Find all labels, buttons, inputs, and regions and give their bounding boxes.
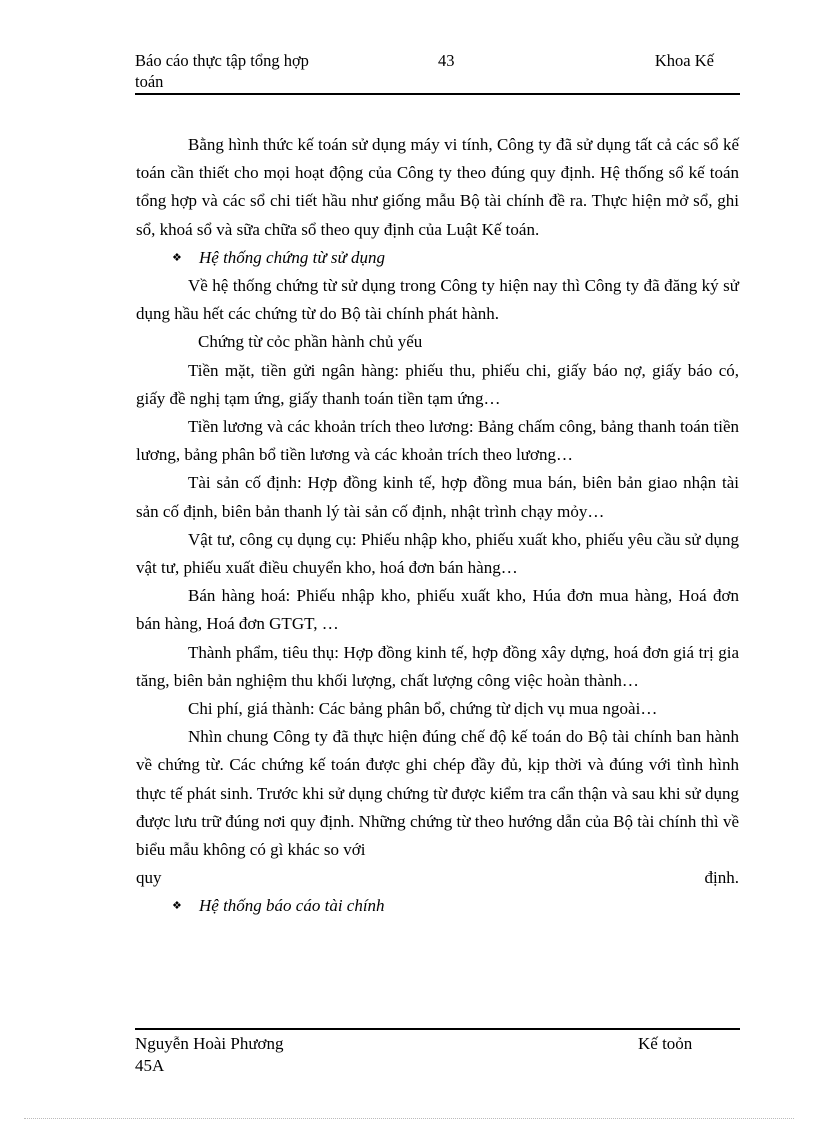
last-line-left-word: quy (136, 868, 162, 888)
footer-author-name: Nguyễn Hoài Phương (135, 1034, 284, 1053)
paragraph-salary: Tiền lương và các khoản trích theo lương: Bảng chấm công, bảng thanh toán tiền lương, bảng phân bổ tiền lương và các khoản trích theo lương… (136, 417, 739, 465)
header-report-title (135, 50, 365, 92)
section-heading-text: Hệ thống báo cáo tài chính (199, 896, 385, 916)
paragraph-cash: Tiền mặt, tiền gửi ngân hàng: phiếu thu, phiếu chi, giấy báo nợ, giấy báo có, giấy đề nghị tạm ứng, giấy thanh toán tiền tạm ứng… (136, 360, 739, 408)
document-body (136, 131, 739, 921)
paragraph-costs: Chi phí, giá thành: Các bảng phân bổ, chứng từ dịch vụ mua ngoài… (188, 699, 658, 719)
page-number: 43 (438, 51, 455, 70)
page-header (135, 50, 740, 94)
bullet-diamond-icon: ❖ (172, 900, 182, 913)
paragraph-voucher-system: Về hệ thống chứng từ sử dụng trong Công ty hiện nay thì Công ty đã đăng ký sử dụng hầu hết các chứng từ do Bộ tài chính phát hành. (136, 276, 739, 324)
footer-major: Kế toỏn (638, 1034, 693, 1053)
paragraph-accounting-books: Bằng hình thức kế toán sử dụng máy vi tính, Công ty đã sử dụng tất cả các sổ kế toán cần thiết cho mọi hoạt động của Công ty theo đúng quy định. Hệ thống sổ kế toán tổng hợp và các sổ chi tiết hầu như giống mẫu Bộ tài chính đề ra. Thực hiện mở sổ, ghi sổ, khoá sổ và sữa chữa sổ theo quy định của Luật Kế toán. (136, 135, 739, 239)
footer-divider (135, 1028, 740, 1030)
section-heading-text: Hệ thống chứng từ sử dụng (199, 247, 385, 267)
paragraph-finished-goods: Thành phẩm, tiêu thụ: Hợp đồng kinh tế, hợp đồng xây dựng, hoá đơn giá trị gia tăng, biên bản nghiệm thu khối lượng, chất lượng công việc hoàn thành… (136, 642, 739, 690)
paragraph-fixed-assets: Tài sản cố định: Hợp đồng kinh tế, hợp đồng mua bán, biên bản giao nhận tài sản cố định, biên bản thanh lý tài sản cố định, nhật trình chạy mỏy… (136, 473, 739, 521)
header-department: Khoa Kế (654, 51, 714, 70)
header-divider (135, 93, 740, 95)
footer-author (135, 1033, 335, 1077)
paragraph-sales: Bán hàng hoá: Phiếu nhập kho, phiếu xuất kho, Húa đơn mua hàng, Hoá đơn bán hàng, Hoá đơn GTGT, … (136, 586, 739, 634)
page-bottom-edge (24, 1118, 794, 1119)
paragraph-main-vouchers: Chứng từ cỏc phần hành chủ yếu (198, 332, 423, 352)
header-title-line2: toán (135, 72, 164, 91)
section-heading-vouchers (136, 244, 739, 272)
paragraph-materials: Vật tư, công cụ dụng cụ: Phiếu nhập kho, phiếu xuất kho, phiếu yêu cầu sử dụng vật tư, phiếu xuất điều chuyển kho, hoá đơn bán hàng… (136, 529, 739, 578)
footer-author-class: 45A (135, 1056, 165, 1075)
paragraph-conclusion: Nhìn chung Công ty đã thực hiện đúng chế độ kế toán do Bộ tài chính ban hành về chứng từ. Các chứng kế toán được ghi chép đầy đủ, kịp thời và đúng với tình hình thực tế phát sinh. Trước khi sử dụng chứng từ được kiểm tra cẩn thận và sau khi sử dụng được lưu trữ đúng nơi quy định. Những chứng từ theo hướng dẫn của Bộ tài chính thì về biểu mẫu không có gì khác so với (136, 727, 739, 860)
paragraph-conclusion-last-line (136, 864, 739, 892)
last-line-right-word: định. (704, 868, 739, 888)
section-heading-financial-reports (136, 892, 739, 920)
bullet-diamond-icon: ❖ (172, 251, 182, 264)
header-title-line1: Báo cáo thực tập tổng hợp (135, 51, 309, 70)
